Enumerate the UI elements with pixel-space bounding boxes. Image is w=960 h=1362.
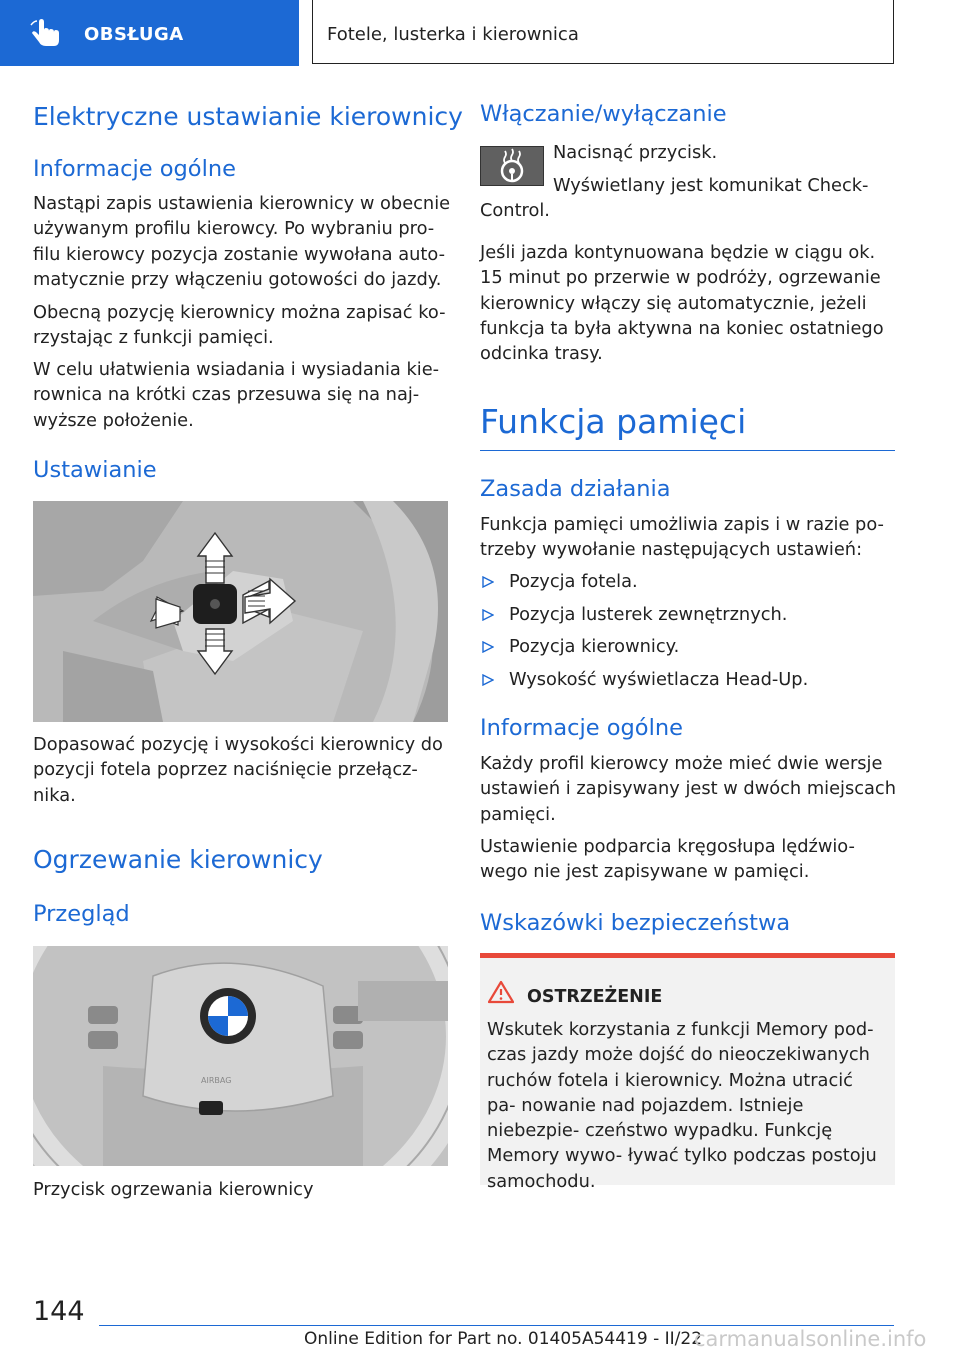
chapter-box [312,0,894,64]
text-press-button: Nacisnąć przycisk. [553,142,718,163]
page-header [0,0,960,66]
caption-adjust-switch: Dopasować pozycję i wysokości kierownicy do pozycji fotela poprzez naciśnięcie przełącz- nika. [33,734,443,806]
section-divider [480,450,895,451]
warning-box [480,953,895,1192]
heading-overview: Przegląd [33,901,130,927]
list-item: Wysokość wyświetlacza Head-Up. [480,667,896,700]
text-check-control: Wyświetlany jest komunikat Check- Control. [480,175,869,222]
section-label: OBSŁUGA [84,24,184,45]
footer-edition: Online Edition for Part no. 01405A54419 - II/22 [304,1329,703,1349]
warning-title: OSTRZEŻENIE [527,987,663,1007]
heading-on-off: Włączanie/wyłączanie [480,101,727,127]
list-item: Pozycja fotela. [480,569,896,602]
triangle-bullet-icon [482,609,494,621]
list-item: Pozycja lusterek zewnętrznych. [480,602,896,635]
caption-heating-button: Przycisk ogrzewania kierownicy [33,1179,314,1200]
heading-steering-heating: Ogrzewanie kierownicy [33,845,323,874]
heading-electric-steering: Elektryczne ustawianie kierownicy [33,102,463,131]
paragraph-auto-resume: Jeśli jazda kontynuowana będzie w ciągu ok. 15 minut po przerwie w podróży, ogrzewanie kierownicy włączy się automatycznie, jeżeli funkcja ta była aktywna na koniec ostatniego odcinka trasy. [480,242,884,365]
list-item: Pozycja kierownicy. [480,634,896,667]
warning-triangle-icon [488,980,514,1004]
heading-memory-function: Funkcja pamięci [480,402,747,441]
hand-pointer-icon [30,19,64,49]
steering-wheel-heating-button [33,946,448,1166]
heading-adjusting: Ustawianie [33,457,157,483]
triangle-bullet-icon [482,674,494,686]
paragraph-profile-save: Nastąpi zapis ustawienia kierownicy w obecnie używanym profilu kierowcy. Po wybraniu pro- filu kierowcy pozycja zostanie wywołana auto- matycznie przy włączeniu gotowości do jazdy. [33,193,451,290]
memory-settings-list [480,569,896,699]
chapter-title: Fotele, lusterka i kierownica [327,24,579,45]
paragraph-profile-versions: Każdy profil kierowcy może mieć dwie wersje ustawień i zapisywany jest w dwóch miejscach pamięci. [480,753,896,825]
heading-safety: Wskazówki bezpieczeństwa [480,910,791,936]
warning-text: Wskutek korzystania z funkcji Memory pod- czas jazdy może dojść do nieoczekiwanych ruchów fotela i kierownicy. Można utracić pa- nowanie nad pojazdem. Istnieje niebezpie- czeństwo wypadku. Funkcję Memory wywo- ływać tylko podczas postoju samochodu. [487,1019,877,1192]
steering-column-adjust-switch [33,501,448,722]
triangle-bullet-icon [482,576,494,588]
photo-steering-wheel [33,946,448,1166]
svg-text:AIRBAG: AIRBAG [201,1076,232,1085]
section-tab [0,0,299,66]
heading-principle: Zasada działania [480,476,671,502]
photo-steering-adjust [33,501,448,722]
heading-general-info: Informacje ogólne [33,156,236,182]
footer-divider [99,1325,894,1326]
paragraph-principle: Funkcja pamięci umożliwia zapis i w razie po- trzeby wywołanie następujących ustawień: [480,514,884,561]
watermark: carmanualsonline.info [694,1327,927,1351]
paragraph-memory-save: Obecną pozycję kierownicy można zapisać ko- rzystając z funkcji pamięci. [33,302,446,349]
heading-general-info-2: Informacje ogólne [480,715,683,741]
page-number: 144 [33,1296,85,1327]
triangle-bullet-icon [482,641,494,653]
paragraph-lumbar: Ustawienie podparcia kręgosłupa lędźwio- wego nie jest zapisywane w pamięci. [480,836,855,883]
paragraph-entry-exit: W celu ułatwienia wsiadania i wysiadania kie- rownica na krótki czas przesuwa się na naj- wyższe położenie. [33,359,440,431]
